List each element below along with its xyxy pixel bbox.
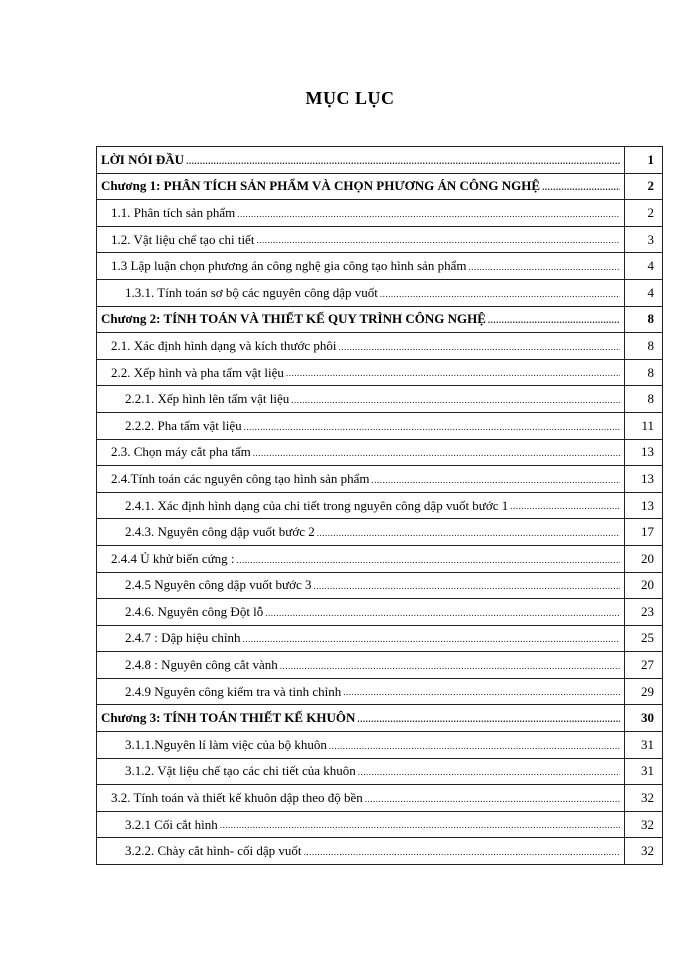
toc-entry-title-cell: [97, 413, 625, 439]
toc-entry-page-number: 2: [625, 174, 663, 200]
toc-dot-leader: [253, 448, 620, 465]
toc-entry-title-cell: [97, 679, 625, 705]
toc-entry-title-cell: [97, 785, 625, 811]
toc-entry[interactable]: [97, 759, 663, 786]
toc-entry-title: 2.2. Xếp hình và pha tấm vật liệu: [111, 364, 284, 380]
toc-entry-title: 2.4.6. Nguyên công Đột lỗ: [125, 603, 264, 619]
toc-dot-leader: [488, 315, 620, 332]
toc-entry-page-number: 20: [625, 546, 663, 572]
toc-entry[interactable]: [97, 785, 663, 812]
toc-dot-leader: [220, 820, 620, 837]
toc-entry-page-number: 13: [625, 466, 663, 492]
toc-dot-leader: [304, 847, 620, 864]
toc-entry-page-number: 4: [625, 253, 663, 279]
toc-entry-page-number: 25: [625, 626, 663, 652]
toc-entry-title: 2.2.1. Xếp hình lên tấm vật liệu: [125, 391, 290, 407]
toc-entry-title: 2.4.5 Nguyên công dập vuốt bước 3: [125, 577, 312, 593]
toc-entry-title-cell: [97, 493, 625, 519]
toc-dot-leader: [243, 634, 620, 651]
toc-entry-title-cell: [97, 227, 625, 253]
toc-dot-leader: [372, 475, 621, 492]
toc-entry-page-number: 32: [625, 838, 663, 864]
toc-entry[interactable]: [97, 652, 663, 679]
toc-entry-title: Chương 2: TÍNH TOÁN VÀ THIẾT KẾ QUY TRÌNH CÔNG NGHỆ: [101, 311, 486, 327]
toc-entry-page-number: 20: [625, 573, 663, 599]
toc-entry-title-cell: [97, 147, 625, 173]
toc-dot-leader: [542, 182, 620, 199]
toc-entry-page-number: 32: [625, 812, 663, 838]
toc-entry[interactable]: [97, 838, 663, 865]
toc-entry-title: 3.2. Tính toán và thiết kế khuôn dập theo độ bền: [111, 790, 363, 806]
toc-entry-title: LỜI NÓI ĐẦU: [101, 151, 185, 167]
toc-entry[interactable]: [97, 413, 663, 440]
toc-entry-title-cell: [97, 573, 625, 599]
toc-entry-title: 2.4.7 : Dập hiệu chỉnh: [125, 630, 241, 646]
toc-dot-leader: [265, 608, 620, 625]
toc-entry-page-number: 23: [625, 599, 663, 625]
toc-entry-title: 2.4.3. Nguyên công dập vuốt bước 2: [125, 524, 315, 540]
toc-dot-leader: [244, 422, 620, 439]
toc-dot-leader: [291, 395, 620, 412]
toc-dot-leader: [186, 156, 620, 173]
toc-entry[interactable]: [97, 147, 663, 174]
toc-entry-page-number: 29: [625, 679, 663, 705]
toc-entry[interactable]: [97, 227, 663, 254]
toc-entry-title: 2.4.8 : Nguyên công cắt vành: [125, 657, 278, 673]
toc-entry-title-cell: [97, 280, 625, 306]
toc-entry-title: 1.3 Lập luận chọn phương án công nghệ gia công tạo hình sản phẩm: [111, 258, 467, 274]
toc-entry-page-number: 1: [625, 147, 663, 173]
toc-entry-page-number: 32: [625, 785, 663, 811]
toc-entry[interactable]: [97, 200, 663, 227]
table-of-contents: [96, 146, 663, 865]
toc-entry-page-number: 4: [625, 280, 663, 306]
toc-entry-title-cell: [97, 838, 625, 864]
toc-entry-title-cell: [97, 732, 625, 758]
toc-entry-title-cell: [97, 626, 625, 652]
toc-entry[interactable]: [97, 280, 663, 307]
toc-entry-title-cell: [97, 519, 625, 545]
toc-entry-page-number: 30: [625, 705, 663, 731]
toc-dot-leader: [280, 661, 620, 678]
toc-entry[interactable]: [97, 493, 663, 520]
toc-entry-title-cell: [97, 705, 625, 731]
toc-entry-title-cell: [97, 386, 625, 412]
toc-entry[interactable]: [97, 519, 663, 546]
toc-entry-page-number: 13: [625, 493, 663, 519]
toc-dot-leader: [286, 368, 620, 385]
toc-entry-page-number: 8: [625, 386, 663, 412]
toc-entry-title-cell: [97, 546, 625, 572]
toc-dot-leader: [358, 767, 620, 784]
toc-entry[interactable]: [97, 573, 663, 600]
toc-entry-title: Chương 3: TÍNH TOÁN THIẾT KẾ KHUÔN: [101, 710, 356, 726]
toc-dot-leader: [339, 342, 621, 359]
toc-entry-page-number: 8: [625, 360, 663, 386]
toc-entry-title: 1.3.1. Tính toán sơ bộ các nguyên công dập vuốt: [125, 284, 378, 300]
toc-entry-title: 3.2.2. Chày cắt hình- cối dập vuốt: [125, 843, 302, 859]
toc-entry-title-cell: [97, 812, 625, 838]
toc-entry-title-cell: [97, 174, 625, 200]
toc-dot-leader: [365, 794, 620, 811]
toc-entry[interactable]: [97, 626, 663, 653]
toc-entry-page-number: 3: [625, 227, 663, 253]
toc-entry[interactable]: [97, 812, 663, 839]
toc-dot-leader: [357, 714, 620, 731]
toc-entry-page-number: 2: [625, 200, 663, 226]
toc-entry-title: 2.1. Xác định hình dạng và kích thước phôi: [111, 337, 337, 353]
toc-entry[interactable]: [97, 732, 663, 759]
toc-entry-title: 2.4.9 Nguyên công kiểm tra và tinh chỉnh: [125, 683, 342, 699]
toc-dot-leader: [380, 289, 620, 306]
toc-entry-page-number: 31: [625, 759, 663, 785]
toc-dot-leader: [510, 501, 620, 518]
toc-entry-title: 2.2.2. Pha tấm vật liệu: [125, 417, 242, 433]
toc-dot-leader: [237, 209, 620, 226]
toc-entry[interactable]: [97, 253, 663, 280]
toc-dot-leader: [314, 581, 620, 598]
toc-entry-title-cell: [97, 333, 625, 359]
toc-entry[interactable]: [97, 174, 663, 201]
toc-entry-title-cell: [97, 652, 625, 678]
toc-entry-title-cell: [97, 253, 625, 279]
toc-entry[interactable]: [97, 466, 663, 493]
toc-dot-leader: [343, 687, 620, 704]
toc-entry-title: 3.1.1.Nguyên lí làm việc của bộ khuôn: [125, 736, 327, 752]
toc-dot-leader: [317, 528, 620, 545]
toc-entry-title-cell: [97, 440, 625, 466]
toc-entry-page-number: 17: [625, 519, 663, 545]
toc-entry[interactable]: [97, 705, 663, 732]
toc-dot-leader: [256, 235, 620, 252]
toc-entry-page-number: 27: [625, 652, 663, 678]
toc-entry-page-number: 8: [625, 307, 663, 333]
toc-entry[interactable]: [97, 679, 663, 706]
toc-entry-title: Chương 1: PHÂN TÍCH SẢN PHẨM VÀ CHỌN PHƯƠNG ÁN CÔNG NGHỆ: [101, 178, 541, 194]
toc-entry[interactable]: [97, 307, 663, 334]
toc-entry-title: 2.4.1. Xác định hình dạng của chi tiết trong nguyên công dập vuốt bước 1: [125, 497, 509, 513]
toc-entry-title-cell: [97, 759, 625, 785]
toc-dot-leader: [237, 555, 621, 572]
toc-entry-page-number: 13: [625, 440, 663, 466]
toc-entry-title: 2.3. Chọn máy cắt pha tấm: [111, 444, 251, 460]
toc-entry-title: 3.1.2. Vật liệu chế tạo các chi tiết của khuôn: [125, 763, 356, 779]
toc-dot-leader: [468, 262, 620, 279]
toc-entry-page-number: 11: [625, 413, 663, 439]
toc-entry-title-cell: [97, 466, 625, 492]
toc-entry-title: 3.2.1 Cối cắt hình: [125, 816, 218, 832]
toc-entry-title-cell: [97, 599, 625, 625]
toc-entry[interactable]: [97, 599, 663, 626]
toc-entry[interactable]: [97, 333, 663, 360]
toc-entry[interactable]: [97, 546, 663, 573]
toc-entry[interactable]: [97, 440, 663, 467]
toc-entry-title-cell: [97, 307, 625, 333]
toc-entry-title: 1.2. Vật liệu chế tạo chi tiết: [111, 231, 255, 247]
toc-entry-title: 2.4.4 Ủ khử biến cứng :: [111, 550, 235, 566]
toc-entry-page-number: 8: [625, 333, 663, 359]
toc-entry-title: 1.1. Phân tích sản phẩm: [111, 204, 236, 220]
toc-entry-page-number: 31: [625, 732, 663, 758]
toc-entry[interactable]: [97, 386, 663, 413]
toc-entry-title: 2.4.Tính toán các nguyên công tạo hình sản phẩm: [111, 470, 370, 486]
page-title: MỤC LỤC: [305, 88, 395, 108]
toc-entry[interactable]: [97, 360, 663, 387]
toc-dot-leader: [329, 741, 620, 758]
toc-entry-title-cell: [97, 200, 625, 226]
toc-entry-title-cell: [97, 360, 625, 386]
